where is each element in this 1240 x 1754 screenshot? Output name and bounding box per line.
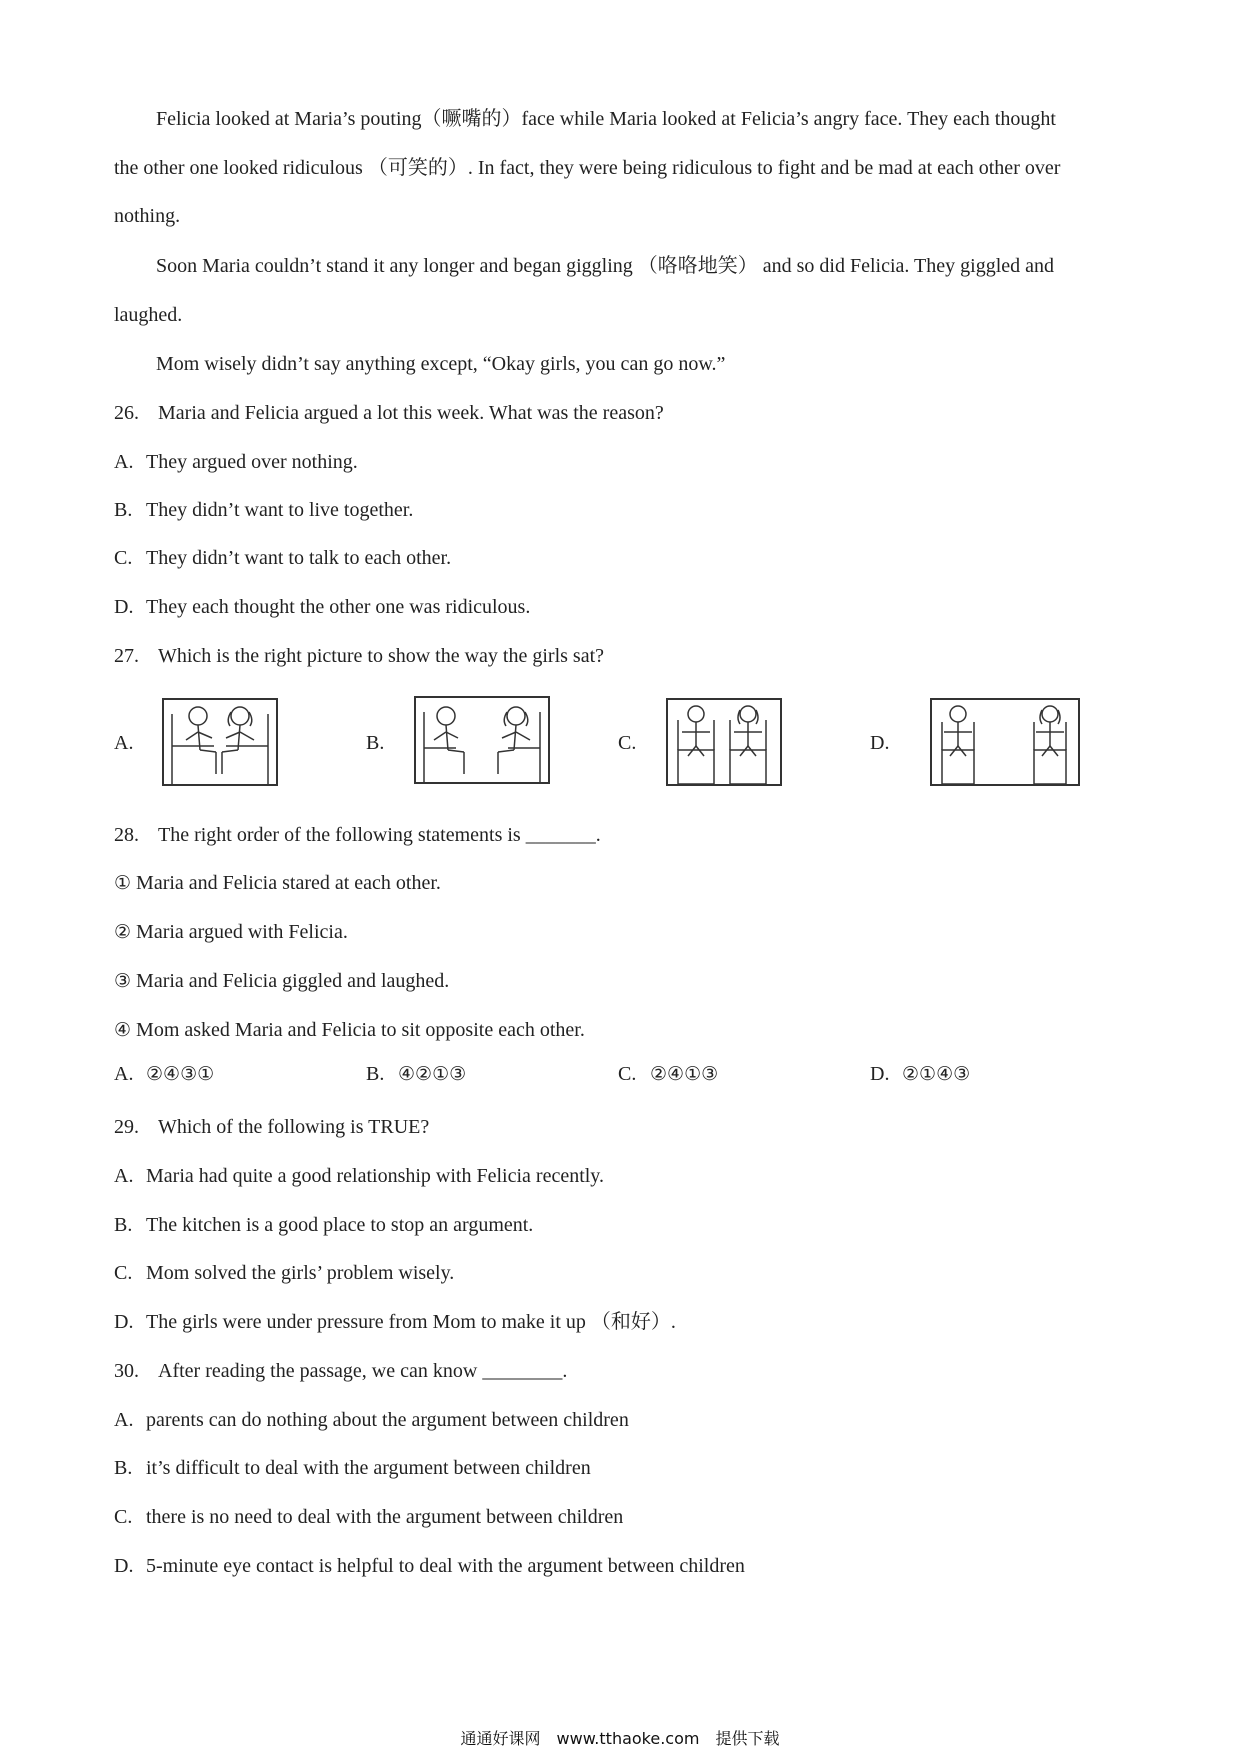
- question-28: [114, 822, 601, 848]
- option-text: 5-minute eye contact is helpful to deal with the argument between children: [146, 1555, 745, 1577]
- q30-option-d: [114, 1553, 745, 1579]
- option-letter: D.: [870, 1063, 890, 1085]
- option-text: ②①④③: [902, 1063, 971, 1085]
- question-number: 27.: [114, 645, 139, 667]
- passage-paragraph-3: Mom wisely didn’t say anything except, “Okay girls, you can go now.”: [156, 353, 726, 375]
- option-text: Maria had quite a good relationship with Felicia recently.: [146, 1165, 605, 1187]
- option-letter: C.: [618, 1063, 637, 1085]
- passage-paragraph-2-line-2: laughed.: [114, 304, 183, 326]
- q28-option-a: [114, 1063, 214, 1086]
- option-text: ②④③①: [146, 1063, 215, 1085]
- stick-figure-picture-a: [162, 698, 278, 786]
- q27-option-c: [618, 696, 798, 796]
- stick-figure-picture-c: [666, 698, 782, 786]
- option-text: ②④①③: [650, 1063, 719, 1085]
- q30-option-b: [114, 1455, 591, 1481]
- statement-text: Mom asked Maria and Felicia to sit opposite each other.: [136, 1019, 585, 1041]
- option-letter: B.: [114, 1214, 133, 1236]
- passage-paragraph-1-line-2: the other one looked ridiculous （可笑的）. In fact, they were being ridiculous to fight and be mad at each other over: [114, 157, 1061, 179]
- option-letter: D.: [114, 1311, 134, 1333]
- passage-paragraph-1-line-3: nothing.: [114, 205, 181, 227]
- question-stem: Maria and Felicia argued a lot this week. What was the reason?: [158, 402, 664, 424]
- statement-mark: ①: [114, 872, 132, 894]
- option-letter: C.: [618, 732, 637, 754]
- q28-statement-1: [114, 870, 441, 896]
- option-letter: B.: [114, 499, 133, 521]
- option-letter: A.: [114, 1409, 134, 1431]
- question-29: [114, 1114, 429, 1140]
- q29-option-a: [114, 1163, 604, 1189]
- option-letter: A.: [114, 1063, 134, 1085]
- q29-option-c: [114, 1260, 454, 1286]
- q28-options: [114, 1063, 1114, 1093]
- q27-option-d: [870, 696, 1114, 796]
- q28-statement-4: [114, 1017, 585, 1043]
- option-text: They didn’t want to live together.: [146, 499, 414, 521]
- option-text: They each thought the other one was ridiculous.: [146, 596, 531, 618]
- option-text: They argued over nothing.: [146, 451, 358, 473]
- option-letter: A.: [114, 451, 134, 473]
- q29-option-d: [114, 1309, 676, 1335]
- option-letter: D.: [114, 1555, 134, 1577]
- option-letter: C.: [114, 547, 133, 569]
- q28-option-d: [870, 1063, 970, 1086]
- statement-text: Maria and Felicia stared at each other.: [136, 872, 441, 894]
- q30-option-a: [114, 1407, 629, 1433]
- question-number: 28.: [114, 824, 139, 846]
- q26-option-c: [114, 545, 451, 571]
- q27-option-a: [114, 696, 294, 796]
- passage-paragraph-2: Soon Maria couldn’t stand it any longer and began giggling （咯咯地笑） and so did Felicia. They giggled and: [156, 255, 1055, 277]
- q28-option-c: [618, 1063, 718, 1086]
- option-text: They didn’t want to talk to each other.: [146, 547, 452, 569]
- question-27: [114, 643, 604, 669]
- stick-figure-picture-d: [930, 698, 1080, 786]
- option-text: there is no need to deal with the argument between children: [146, 1506, 624, 1528]
- q28-option-b: [366, 1063, 466, 1086]
- question-number: 29.: [114, 1116, 139, 1138]
- q26-option-a: [114, 449, 358, 475]
- q27-option-b: [366, 696, 556, 796]
- option-letter: A.: [114, 1165, 134, 1187]
- option-text: The kitchen is a good place to stop an argument.: [146, 1214, 534, 1236]
- statement-mark: ③: [114, 970, 132, 992]
- option-text: parents can do nothing about the argument between children: [146, 1409, 629, 1431]
- question-stem: The right order of the following statements is _______.: [158, 824, 601, 846]
- option-text: Mom solved the girls’ problem wisely.: [146, 1262, 455, 1284]
- girls-side-by-side-icon: [164, 700, 276, 784]
- option-letter: B.: [366, 732, 385, 754]
- question-30: [114, 1358, 567, 1384]
- statement-mark: ②: [114, 921, 132, 943]
- question-26: [114, 400, 664, 426]
- q30-option-c: [114, 1504, 623, 1530]
- girls-turned-apart-icon: [416, 698, 548, 782]
- question-stem: Which is the right picture to show the way the girls sat?: [158, 645, 605, 667]
- option-text: The girls were under pressure from Mom to make it up （和好）.: [146, 1311, 676, 1333]
- option-text: it’s difficult to deal with the argument between children: [146, 1457, 591, 1479]
- q29-option-b: [114, 1212, 533, 1238]
- stick-figure-picture-b: [414, 696, 550, 784]
- question-number: 26.: [114, 402, 139, 424]
- question-number: 30.: [114, 1360, 139, 1382]
- q26-option-d: [114, 594, 530, 620]
- option-letter: D.: [870, 732, 890, 754]
- question-stem: After reading the passage, we can know ________.: [158, 1360, 568, 1382]
- option-letter: A.: [114, 732, 134, 754]
- question-stem: Which of the following is TRUE?: [158, 1116, 430, 1138]
- q26-option-b: [114, 497, 413, 523]
- passage-paragraph-1: Felicia looked at Maria’s pouting（噘嘴的）face while Maria looked at Felicia’s angry face. They each thought: [156, 108, 1056, 130]
- q28-statement-3: [114, 968, 449, 994]
- option-text: ④②①③: [398, 1063, 467, 1085]
- q28-statement-2: [114, 919, 348, 945]
- statement-text: Maria argued with Felicia.: [136, 921, 348, 943]
- option-letter: C.: [114, 1506, 133, 1528]
- girls-front-view-apart-icon: [932, 700, 1078, 784]
- option-letter: B.: [366, 1063, 385, 1085]
- q27-picture-options: [114, 696, 1114, 796]
- option-letter: D.: [114, 596, 134, 618]
- girls-front-view-adjacent-icon: [668, 700, 780, 784]
- statement-text: Maria and Felicia giggled and laughed.: [136, 970, 450, 992]
- option-letter: B.: [114, 1457, 133, 1479]
- option-letter: C.: [114, 1262, 133, 1284]
- page-footer: 通通好课网 www.tthaoke.com 提供下载: [460, 1729, 780, 1748]
- statement-mark: ④: [114, 1019, 132, 1041]
